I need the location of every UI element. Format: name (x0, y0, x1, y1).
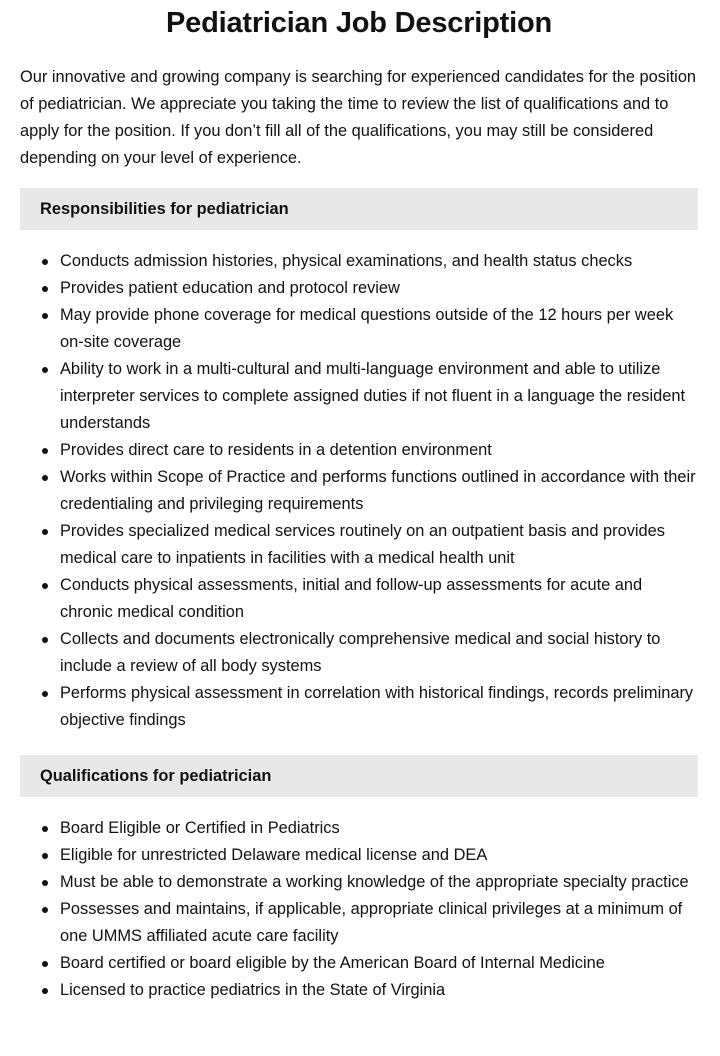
responsibilities-list (20, 248, 698, 734)
list-item-text: Collects and documents electronically comprehensive medical and social history to include a review of all body systems (60, 630, 661, 675)
list-item (40, 626, 698, 680)
list-item (40, 842, 698, 869)
bullet-icon (42, 853, 48, 859)
bullet-icon (42, 259, 48, 265)
list-item (40, 275, 698, 302)
bullet-icon (42, 583, 48, 589)
list-item-text: May provide phone coverage for medical questions outside of the 12 hours per week on-site coverage (60, 306, 674, 351)
list-item (40, 302, 698, 356)
list-item (40, 248, 698, 275)
bullet-icon (42, 961, 48, 967)
list-item-text: Provides patient education and protocol review (60, 279, 400, 297)
list-item-text: Possesses and maintains, if applicable, appropriate clinical privileges at a minimum of one UMMS affiliated acute care facility (60, 900, 683, 945)
list-item (40, 977, 698, 1004)
list-item (40, 437, 698, 464)
bullet-icon (42, 313, 48, 319)
intro-paragraph: Our innovative and growing company is searching for experienced candidates for the position of pediatrician. We appreciate you taking the time to review the list of qualifications and to apply for the position. If you don’t fill all of the qualifications, you may still be considered depending on your level of experience. (20, 68, 697, 167)
list-item-text: Works within Scope of Practice and performs functions outlined in accordance with their credentialing and privileging requirements (60, 468, 696, 513)
bullet-icon (42, 691, 48, 697)
list-item-text: Licensed to practice pediatrics in the State of Virginia (60, 981, 446, 999)
bullet-icon (42, 637, 48, 643)
list-item-text: Performs physical assessment in correlation with historical findings, records preliminary objective findings (60, 684, 694, 729)
list-item (40, 815, 698, 842)
bullet-icon (42, 475, 48, 481)
page-title: Pediatrician Job Description (166, 7, 552, 39)
list-item-text: Must be able to demonstrate a working knowledge of the appropriate specialty practice (60, 873, 689, 891)
list-item-text: Board certified or board eligible by the American Board of Internal Medicine (60, 954, 605, 972)
bullet-icon (42, 880, 48, 886)
list-item (40, 680, 698, 734)
list-item (40, 950, 698, 977)
bullet-icon (42, 529, 48, 535)
list-item-text: Provides direct care to residents in a detention environment (60, 441, 492, 459)
list-item (40, 896, 698, 950)
bullet-icon (42, 448, 48, 454)
bullet-icon (42, 826, 48, 832)
bullet-icon (42, 988, 48, 994)
qualifications-heading: Qualifications for pediatrician (20, 755, 698, 797)
list-item (40, 518, 698, 572)
list-item-text: Board Eligible or Certified in Pediatrics (60, 819, 340, 837)
list-item-text: Provides specialized medical services routinely on an outpatient basis and provides medical care to inpatients in facilities with a medical health unit (60, 522, 665, 567)
bullet-icon (42, 286, 48, 292)
list-item (40, 356, 698, 437)
list-item-text: Conducts admission histories, physical examinations, and health status checks (60, 252, 633, 270)
list-item (40, 572, 698, 626)
bullet-icon (42, 907, 48, 913)
list-item-text: Ability to work in a multi-cultural and multi-language environment and able to utilize interpreter services to complete assigned duties if not fluent in a language the resident understands (60, 360, 686, 432)
list-item-text: Conducts physical assessments, initial and follow-up assessments for acute and chronic medical condition (60, 576, 643, 621)
list-item (40, 869, 698, 896)
bullet-icon (42, 367, 48, 373)
list-item-text: Eligible for unrestricted Delaware medical license and DEA (60, 846, 488, 864)
responsibilities-heading: Responsibilities for pediatrician (20, 188, 698, 230)
qualifications-list (20, 815, 698, 1004)
list-item (40, 464, 698, 518)
